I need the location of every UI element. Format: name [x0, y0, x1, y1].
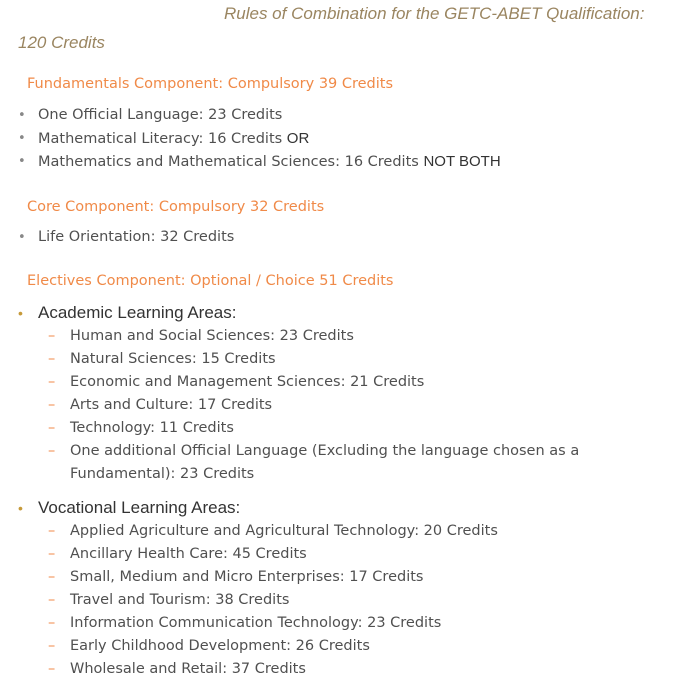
list-item: [18, 440, 590, 486]
list-item-text: One Official Language: 23 Credits: [38, 107, 283, 123]
list-item-text: Wholesale and Retail: 37 Credits: [70, 661, 306, 677]
dash-icon: –: [48, 374, 56, 390]
core-list: [18, 226, 234, 249]
fundamentals-heading: Fundamentals Component: Compulsory 39 Credits: [27, 76, 394, 92]
bullet-icon: •: [18, 131, 26, 146]
vocational-learning-areas: [18, 496, 498, 681]
dash-icon: –: [48, 661, 56, 677]
list-item-text: Natural Sciences: 15 Credits: [70, 351, 276, 367]
list-item: [18, 612, 498, 635]
list-item: [18, 589, 498, 612]
list-item: [18, 226, 234, 249]
list-item: [18, 371, 590, 394]
academic-title-text: Academic Learning Areas:: [38, 303, 237, 322]
bullet-icon: •: [18, 230, 26, 245]
list-item-emphasis: OR: [286, 130, 310, 147]
dash-icon: –: [48, 328, 56, 344]
list-item: [18, 543, 498, 566]
list-item-text: Human and Social Sciences: 23 Credits: [70, 328, 354, 344]
bullet-icon: •: [18, 500, 23, 516]
document-title: Rules of Combination for the GETC-ABET Qualification:: [224, 4, 645, 23]
academic-list: [18, 325, 590, 486]
vocational-title: [18, 496, 498, 520]
list-item-text: Economic and Management Sciences: 21 Credits: [70, 374, 425, 390]
fundamentals-list: [18, 104, 501, 173]
core-heading: Core Component: Compulsory 32 Credits: [27, 199, 325, 215]
dash-icon: –: [48, 569, 56, 585]
list-item-text: One additional Official Language (Excluding the language chosen as a Fundamental): 23 Credits: [70, 443, 580, 482]
dash-icon: –: [48, 443, 56, 459]
list-item: [18, 348, 590, 371]
vocational-list: [18, 520, 498, 681]
list-item: [18, 635, 498, 658]
list-item: [18, 394, 590, 417]
bullet-icon: •: [18, 305, 23, 321]
list-item: [18, 566, 498, 589]
list-item-text: Life Orientation: 32 Credits: [38, 229, 235, 245]
bullet-icon: •: [18, 108, 26, 123]
list-item-text: Small, Medium and Micro Enterprises: 17 Credits: [70, 569, 424, 585]
dash-icon: –: [48, 615, 56, 631]
electives-heading: Electives Component: Optional / Choice 51 Credits: [27, 273, 394, 289]
list-item-emphasis: NOT BOTH: [423, 153, 501, 170]
bullet-icon: •: [18, 154, 26, 169]
vocational-title-text: Vocational Learning Areas:: [38, 498, 241, 517]
list-item-text: Travel and Tourism: 38 Credits: [70, 592, 290, 608]
list-item: [18, 417, 590, 440]
dash-icon: –: [48, 638, 56, 654]
academic-learning-areas: [18, 301, 590, 486]
list-item: [18, 150, 501, 173]
dash-icon: –: [48, 351, 56, 367]
list-item: [18, 520, 498, 543]
list-item-text: Ancillary Health Care: 45 Credits: [70, 546, 307, 562]
document-title-credits: 120 Credits: [18, 33, 105, 52]
academic-title: [18, 301, 590, 325]
list-item-text: Early Childhood Development: 26 Credits: [70, 638, 370, 654]
list-item-text: Mathematical Literacy: 16 Credits: [38, 131, 287, 147]
list-item: [18, 658, 498, 681]
dash-icon: –: [48, 523, 56, 539]
dash-icon: –: [48, 546, 56, 562]
list-item-text: Applied Agriculture and Agricultural Technology: 20 Credits: [70, 523, 498, 539]
dash-icon: –: [48, 397, 56, 413]
dash-icon: –: [48, 420, 56, 436]
list-item-text: Technology: 11 Credits: [70, 420, 234, 436]
list-item-text: Arts and Culture: 17 Credits: [70, 397, 273, 413]
list-item-text: Information Communication Technology: 23 Credits: [70, 615, 442, 631]
list-item: [18, 127, 501, 150]
list-item: [18, 325, 590, 348]
list-item: [18, 104, 501, 127]
list-item-text: Mathematics and Mathematical Sciences: 16 Credits: [38, 154, 424, 170]
dash-icon: –: [48, 592, 56, 608]
